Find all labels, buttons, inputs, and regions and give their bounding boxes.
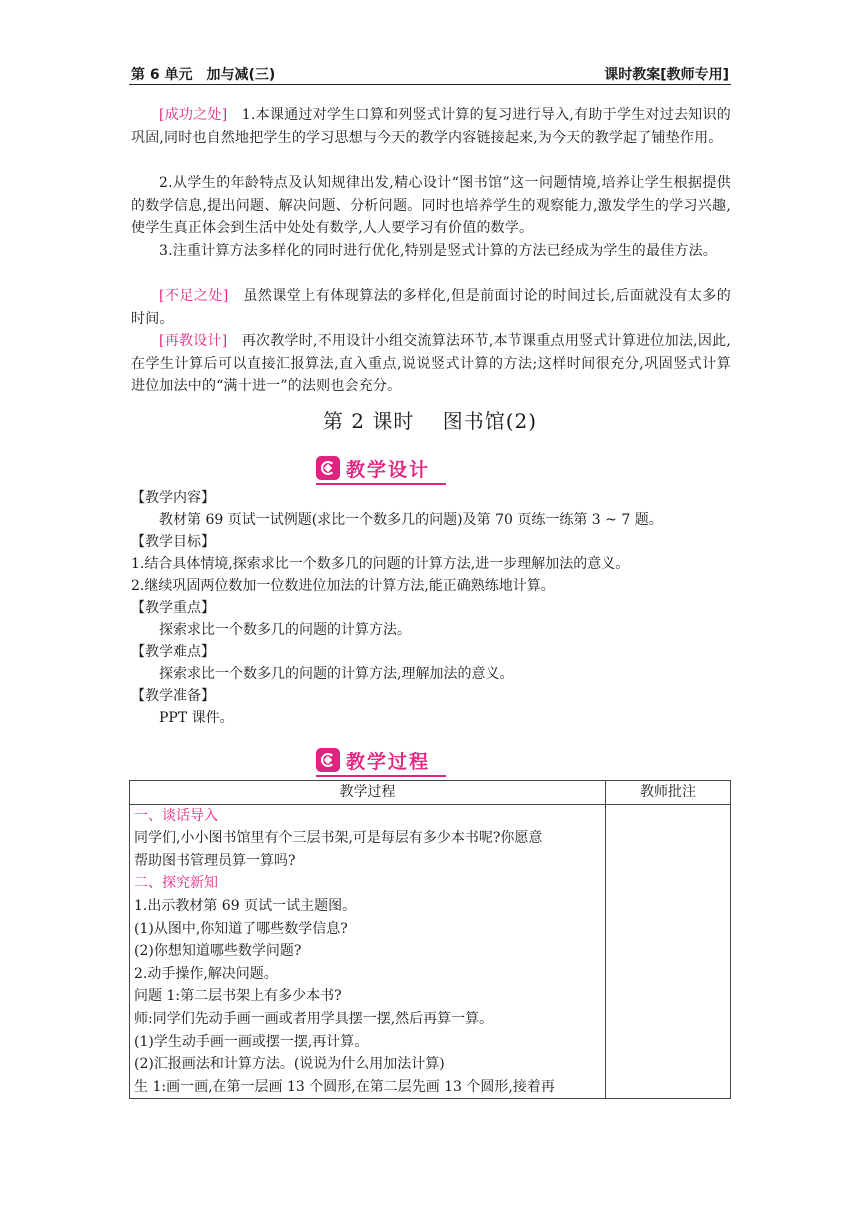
process-line: (1)从图中,你知道了哪些数学信息? <box>134 920 348 937</box>
shortcoming-tag: [不足之处] <box>159 288 229 304</box>
content-text: 教材第 69 页试一试例题(求比一个数多几的问题)及第 70 页练一练第 3 ~ 7 题。 <box>159 512 663 528</box>
process-line: 生 1:画一画,在第一层画 13 个圆形,在第二层先画 13 个圆形,接着再 <box>134 1078 555 1095</box>
key-heading: 【教学重点】 <box>131 600 215 616</box>
process-table <box>129 780 731 1099</box>
prep-heading: 【教学准备】 <box>131 688 215 704</box>
table-row <box>130 804 731 1099</box>
process-line: 同学们,小小图书馆里有个三层书架,可是每层有多少本书呢?你愿意 <box>134 830 543 847</box>
notes-cell <box>606 804 731 1099</box>
success-paragraph-2: 2.从学生的年龄特点及认知规律出发,精心设计“图书馆”这一问题情境,培养让学生根据提供的数学信息,提出问题、解决问题、分析问题。同时也培养学生的观察能力,激发学生的学习兴趣,使学生真正体会到生活中处处有数学,人人要学习有价值的数学。 <box>131 175 731 236</box>
design-block <box>131 487 731 729</box>
goal-2: 2.继续巩固两位数加一位数进位加法的计算方法,能正确熟练地计算。 <box>131 578 555 594</box>
goal-1: 1.结合具体情境,探索求比一个数多几的问题的计算方法,进一步理解加法的意义。 <box>131 556 630 572</box>
process-banner <box>316 747 446 773</box>
process-line: (1)学生动手画一画或摆一摆,再计算。 <box>134 1033 369 1050</box>
shortcoming-paragraph <box>131 285 731 330</box>
redesign-paragraph <box>131 330 731 398</box>
difficult-heading: 【教学难点】 <box>131 644 215 660</box>
design-banner <box>316 455 446 481</box>
success-tag: [成功之处] <box>159 107 228 123</box>
design-banner-underline <box>316 483 446 485</box>
content-heading: 【教学内容】 <box>131 490 215 506</box>
process-section-heading: 二、探究新知 <box>134 875 218 892</box>
success-text-1: 1.本课通过对学生口算和列竖式计算的复习进行导入,有助于学生对过去知识的巩固,同时也自然地把学生的学习思想与今天的教学内容链接起来,为今天的教学起了铺垫作用。 <box>131 107 731 146</box>
process-line: 帮助图书管理员算一算吗? <box>134 852 296 869</box>
key-text: 探索求比一个数多几的问题的计算方法。 <box>159 622 411 638</box>
process-line: (2)你想知道哪些数学问题? <box>134 943 302 960</box>
process-banner-icon <box>316 748 340 772</box>
col-process-header: 教学过程 <box>130 781 606 805</box>
process-cell <box>130 804 606 1099</box>
process-line: 2.动手操作,解决问题。 <box>134 965 278 982</box>
design-banner-label: 教学设计 <box>346 458 431 481</box>
unit-title: 第 6 单元 加与减(三) <box>131 67 276 83</box>
shortcoming-text: 虽然课堂上有体现算法的多样化,但是前面讨论的时间过长,后面就没有太多的时间。 <box>131 288 731 327</box>
process-banner-underline <box>316 775 446 777</box>
goals-heading: 【教学目标】 <box>131 534 215 550</box>
difficult-text: 探索求比一个数多几的问题的计算方法,理解加法的意义。 <box>159 666 514 682</box>
process-line: 师:同学们先动手画一画或者用学具摆一摆,然后再算一算。 <box>134 1010 494 1027</box>
col-notes-header: 教师批注 <box>606 781 731 805</box>
success-paragraph-3: 3.注重计算方法多样化的同时进行优化,特别是竖式计算的方法已经成为学生的最佳方法。 <box>159 243 718 259</box>
redesign-tag: [再教设计] <box>159 333 228 349</box>
design-banner-icon <box>316 456 340 480</box>
success-paragraph-1 <box>131 104 731 149</box>
process-table-header <box>130 781 731 805</box>
document-type: 课时教案[教师专用] <box>604 67 729 83</box>
page-header <box>129 62 731 85</box>
process-line: (2)汇报画法和计算方法。(说说为什么用加法计算) <box>134 1056 445 1073</box>
process-section-heading: 一、谈话导入 <box>134 807 218 824</box>
prep-text: PPT 课件。 <box>159 710 234 726</box>
lesson-title: 第 2 课时 图书馆(2) <box>322 409 538 433</box>
process-line: 问题 1:第二层书架上有多少本书? <box>134 988 342 1005</box>
process-banner-label: 教学过程 <box>346 750 431 773</box>
process-line: 1.出示教材第 69 页试一试主题图。 <box>134 897 357 914</box>
redesign-text: 再次教学时,不用设计小组交流算法环节,本节课重点用竖式计算进位加法,因此,在学生计算后可以直接汇报算法,直入重点,说说竖式计算的方法;这样时间很充分,巩固竖式计算进位加法中的“满十进一”的法则也会充分。 <box>131 333 732 394</box>
